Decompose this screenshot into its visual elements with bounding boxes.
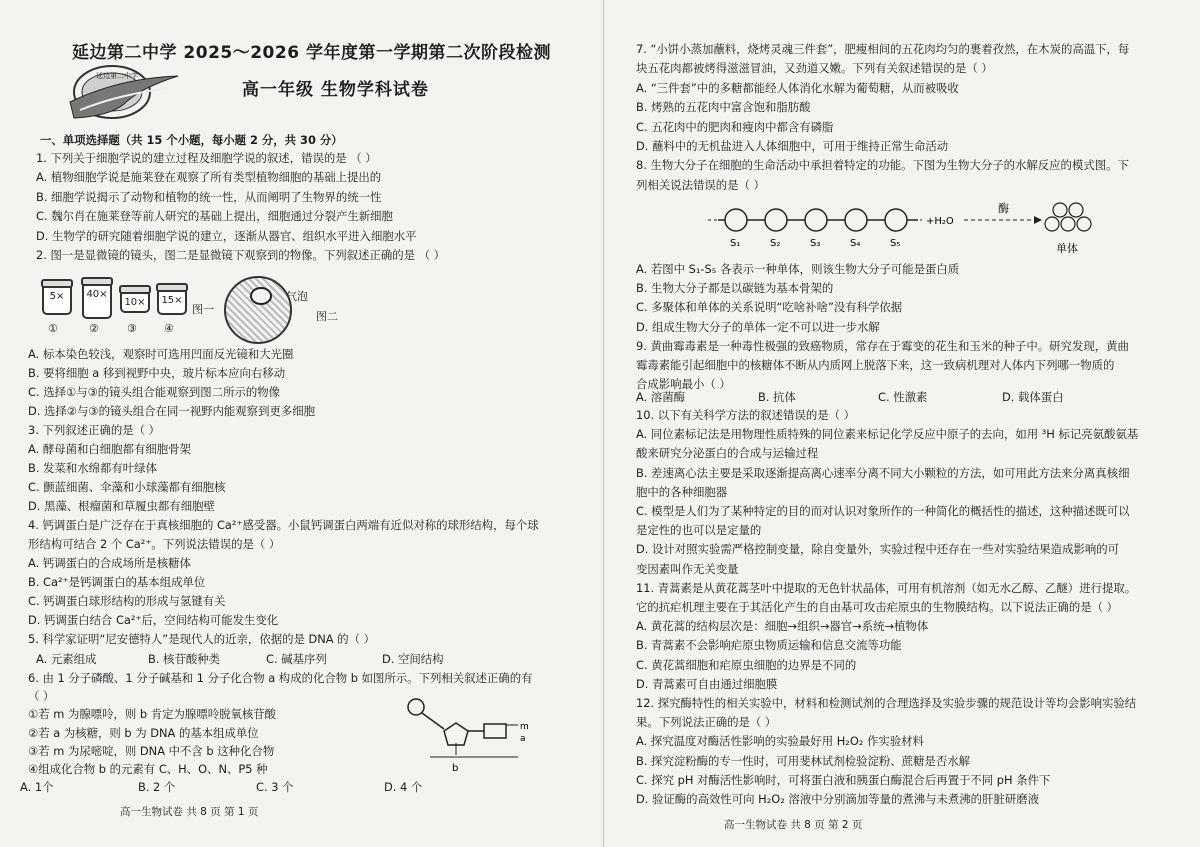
text-line: B. 要将细胞 a 移到视野中央，玻片标本应向右移动	[28, 366, 286, 380]
text-line: C. 选择①与③的镜头组合能观察到图二所示的物像	[28, 385, 281, 399]
label-a: a	[520, 734, 526, 744]
left-footer: 高一生物试卷 共 8 页 第 1 页	[120, 806, 259, 818]
text-line: 1. 下列关于细胞学说的建立过程及细胞学说的叙述，错误的是 （ ）	[36, 151, 377, 165]
s2-label: S₂	[770, 238, 781, 249]
fig1-label: 图一	[192, 303, 214, 316]
text-line: 11. 青蒿素是从黄花蒿茎叶中提取的无色针状晶体，可用有机溶剂（如无水乙醇、乙醚）进行提取。	[636, 580, 1137, 595]
lens-number-2: ②	[89, 322, 99, 335]
q5-option-b: B. 核苷酸种类	[148, 652, 221, 666]
text-line: 是定性的也可以是定量的	[636, 523, 762, 538]
q6-option-b: B. 2 个	[138, 780, 176, 794]
exam-subtitle: 高一年级 生物学科试卷	[242, 80, 429, 100]
q9-option-d: D. 载体蛋白	[1002, 390, 1064, 404]
lens-number-4: ④	[164, 322, 174, 335]
text-line: 9. 黄曲霉毒素是一种毒性极强的致癌物质，常存在于霉变的花生和玉米的种子中。研究发现，黄曲	[636, 338, 1129, 353]
lens-4: 15×	[157, 287, 187, 315]
text-line: B. 差速离心法主要是采取逐渐提高离心速率分离不同大小颗粒的方法，如可用此方法来分离真核细	[636, 465, 1130, 480]
exam-title: 延边第二中学 2025～2026 学年度第一学期第二次阶段检测	[72, 43, 551, 63]
text-line: B. 烤熟的五花肉中富含饱和脂肪酸	[636, 100, 811, 115]
text-line: A. 同位素标记法是用物理性质特殊的同位素来标记化学反应中原子的去向，如用 ³H 标记亮氨酸氨基	[636, 427, 1139, 442]
text-line: 胞中的各种细胞器	[636, 484, 728, 499]
q9-option-b: B. 抗体	[758, 390, 796, 404]
s5-label: S₅	[890, 238, 901, 249]
q5-option-c: C. 碱基序列	[266, 652, 327, 666]
text-line: D. 选择②与③的镜头组合在同一视野内能观察到更多细胞	[28, 404, 316, 418]
label-m: m	[520, 722, 529, 732]
text-line: D. 设计对照实验需严格控制变量，除自变量外，实验过程中还存在一些对实验结果造成影响的可	[636, 542, 1120, 557]
text-line: C. 模型是人们为了某种特定的目的而对认识对象所作的一种简化的概括性的描述，这种描述既可以	[636, 504, 1130, 518]
text-line: 变因素叫作无关变量	[636, 561, 739, 576]
text-line: D. 蘸料中的无机盐进入人体细胞中，可用于维持正常生命活动	[636, 139, 949, 153]
q6-options	[20, 779, 422, 795]
text-line: A. 若图中 S₁-S₅ 各表示一种单体，则该生物大分子可能是蛋白质	[636, 262, 960, 276]
lens-1: 5×	[42, 283, 72, 315]
text-line: C. 五花肉中的肥肉和瘦肉中都含有磷脂	[636, 119, 834, 134]
hydrolysis-diagram	[708, 200, 1128, 260]
q9-option-a: A. 溶菌酶	[636, 390, 686, 404]
text-line: A. 钙调蛋白的合成场所是核糖体	[28, 556, 191, 570]
text-line: 5. 科学家证明“尼安德特人”是现代人的近亲，依据的是 DNA 的（ ）	[28, 632, 376, 646]
text-line: 8. 生物大分子在细胞的生命活动中承担着特定的功能。下图为生物大分子的水解反应的模式图。下	[636, 158, 1129, 173]
text-line: A. 黄花蒿的结构层次是：细胞→组织→器官→系统→植物体	[636, 619, 929, 634]
monomer-label: 单体	[1056, 242, 1078, 255]
text-line: 3. 下列叙述正确的是（ ）	[28, 423, 161, 437]
text-line: 10. 以下有关科学方法的叙述错误的是（ ）	[636, 408, 855, 422]
s4-label: S₄	[850, 238, 861, 249]
text-line: D. 黑藻、根瘤菌和草履虫都有细胞壁	[28, 499, 215, 513]
label-b: b	[452, 763, 459, 773]
text-line: ③若 m 为尿嘧啶，则 DNA 中不含 b 这种化合物	[28, 743, 275, 758]
q5-option-a: A. 元素组成	[36, 652, 97, 666]
text-line: 形结构可结合 2 个 Ca²⁺。下列说法错误的是（ ）	[28, 537, 281, 551]
right-page	[603, 0, 1200, 847]
text-line: ④组成化合物 b 的元素有 C、H、O、N、P5 种	[28, 762, 268, 776]
water-label: +H₂O	[926, 216, 954, 227]
nucleotide-diagram	[400, 695, 540, 773]
text-line: B. 细胞学说揭示了动物和植物的统一性，从而阐明了生物界的统一性	[36, 189, 382, 204]
text-line: 酸来研究分泌蛋白的合成与运输过程	[636, 446, 819, 461]
lens-number-1: ①	[48, 322, 58, 335]
bubble-shape	[250, 287, 272, 305]
text-line: D. 组成生物大分子的单体一定不可以进一步水解	[636, 319, 880, 334]
text-line: D. 钙调蛋白结合 Ca²⁺后，空间结构可能发生变化	[28, 613, 279, 627]
text-line: 列相关说法错误的是（ ）	[636, 177, 765, 192]
q9-options	[636, 389, 1064, 405]
lens-3: 10×	[120, 289, 150, 313]
bubble-label: 气泡	[286, 290, 308, 303]
text-line: A. 探究温度对酶活性影响的实验最好用 H₂O₂ 作实验材料	[636, 734, 924, 749]
text-line: （ ）	[28, 689, 55, 704]
text-line: 4. 钙调蛋白是广泛存在于真核细胞的 Ca²⁺感受器。小鼠钙调蛋白两端有近似对称的球形结构，每个球	[28, 518, 539, 532]
text-line: A. 植物细胞学说是施莱登在观察了所有类型植物细胞的基础上提出的	[36, 170, 382, 185]
text-line: 2. 图一是显微镜的镜头，图二是显微镜下观察到的物像。下列叙述正确的是 （ ）	[36, 248, 446, 262]
text-line: B. 探究淀粉酶的专一性时，可用斐林试剂检验淀粉、蔗糖是否水解	[636, 753, 970, 768]
school-logo-icon	[60, 58, 180, 126]
text-line: C. 黄花蒿细胞和疟原虫细胞的边界是不同的	[636, 657, 857, 672]
text-line: B. 发菜和水绵都有叶绿体	[28, 461, 157, 475]
enzyme-label: 酶	[998, 202, 1009, 215]
lens-2: 40×	[82, 281, 112, 319]
text-line: ②若 a 为核糖，则 b 为 DNA 的基本组成单位	[28, 725, 259, 740]
text-line: B. Ca²⁺是钙调蛋白的基本组成单位	[28, 575, 206, 589]
lens-number-3: ③	[127, 322, 137, 335]
section-heading: 一、单项选择题（共 15 个小题，每小题 2 分，共 30 分）	[40, 133, 343, 147]
text-line: 果。下列说法正确的是（ ）	[636, 715, 777, 730]
text-line: 6. 由 1 分子磷酸、1 分子碱基和 1 分子化合物 a 构成的化合物 b 如图所示。下列相关叙述正确的有	[28, 671, 533, 685]
text-line: C. 魏尔肖在施莱登等前人研究的基础上提出，细胞通过分裂产生新细胞	[36, 209, 393, 224]
text-line: A. 标本染色较浅，观察时可选用凹面反光镜和大光圈	[28, 347, 294, 361]
logo-text: 延边第二中学	[96, 72, 138, 80]
q5-option-d: D. 空间结构	[382, 652, 444, 666]
s1-label: S₁	[730, 238, 741, 249]
s3-label: S₃	[810, 238, 821, 249]
right-footer: 高一生物试卷 共 8 页 第 2 页	[724, 819, 863, 831]
text-line: C. 颤蓝细菌、伞藻和小球藻都有细胞核	[28, 480, 226, 494]
text-line: C. 钙调蛋白球形结构的形成与氢键有关	[28, 594, 226, 608]
text-line: A. “三件套”中的多糖都能经人体消化水解为葡萄糖，从而被吸收	[636, 80, 959, 95]
text-line: 7. “小饼小蒸加蘸料，烧烤灵魂三件套”，肥瘦相间的五花肉均匀的裹着孜然，在木炭的高温下，每	[636, 42, 1130, 56]
text-line: C. 多聚体和单体的关系说明“吃啥补啥”没有科学依据	[636, 300, 903, 315]
text-line: D. 生物学的研究随着细胞学说的建立，逐渐从器官、组织水平进入细胞水平	[36, 228, 417, 243]
text-line: B. 生物大分子都是以碳链为基本骨架的	[636, 281, 834, 296]
text-line: 霉毒素能引起细胞中的核糖体不断从内质网上脱落下来，这一致病机理对人体内下列哪一物质的	[636, 358, 1115, 372]
text-line: ①若 m 为腺嘌呤，则 b 肯定为腺嘌呤脱氧核苷酸	[28, 707, 277, 722]
text-line: A. 酵母菌和白细胞都有细胞骨架	[28, 442, 191, 456]
q6-option-d: D. 4 个	[384, 780, 423, 794]
fig2-label: 图二	[316, 310, 338, 323]
text-line: D. 青蒿素可自由通过细胞膜	[636, 676, 778, 691]
q5-options	[36, 651, 444, 667]
q6-option-a: A. 1个	[20, 780, 54, 794]
text-line: 12. 探究酶特性的相关实验中，材料和检测试剂的合理选择及实验步骤的规范设计等均会影响实验结	[636, 696, 1137, 710]
text-line: D. 验证酶的高效性可向 H₂O₂ 溶液中分别滴加等量的煮沸与未煮沸的肝脏研磨液	[636, 792, 1040, 806]
text-line: C. 探究 pH 对酶活性影响时，可将蛋白液和胰蛋白酶混合后再置于不同 pH 条件下	[636, 772, 1051, 787]
text-line: 块五花肉都被烤得滋滋冒油，又劲道又嫩。下列有关叙述错误的是（ ）	[636, 61, 993, 76]
q6-option-c: C. 3 个	[256, 780, 294, 794]
q9-option-c: C. 性激素	[878, 390, 928, 404]
text-line: 它的抗疟机理主要在于其活化产生的自由基可攻击疟原虫的生物膜结构。以下说法正确的是（ ）	[636, 600, 1119, 614]
text-line: B. 青蒿素不会影响疟原虫物质运输和信息交流等功能	[636, 638, 902, 653]
text-line: 合成影响最小（ ）	[636, 377, 731, 392]
